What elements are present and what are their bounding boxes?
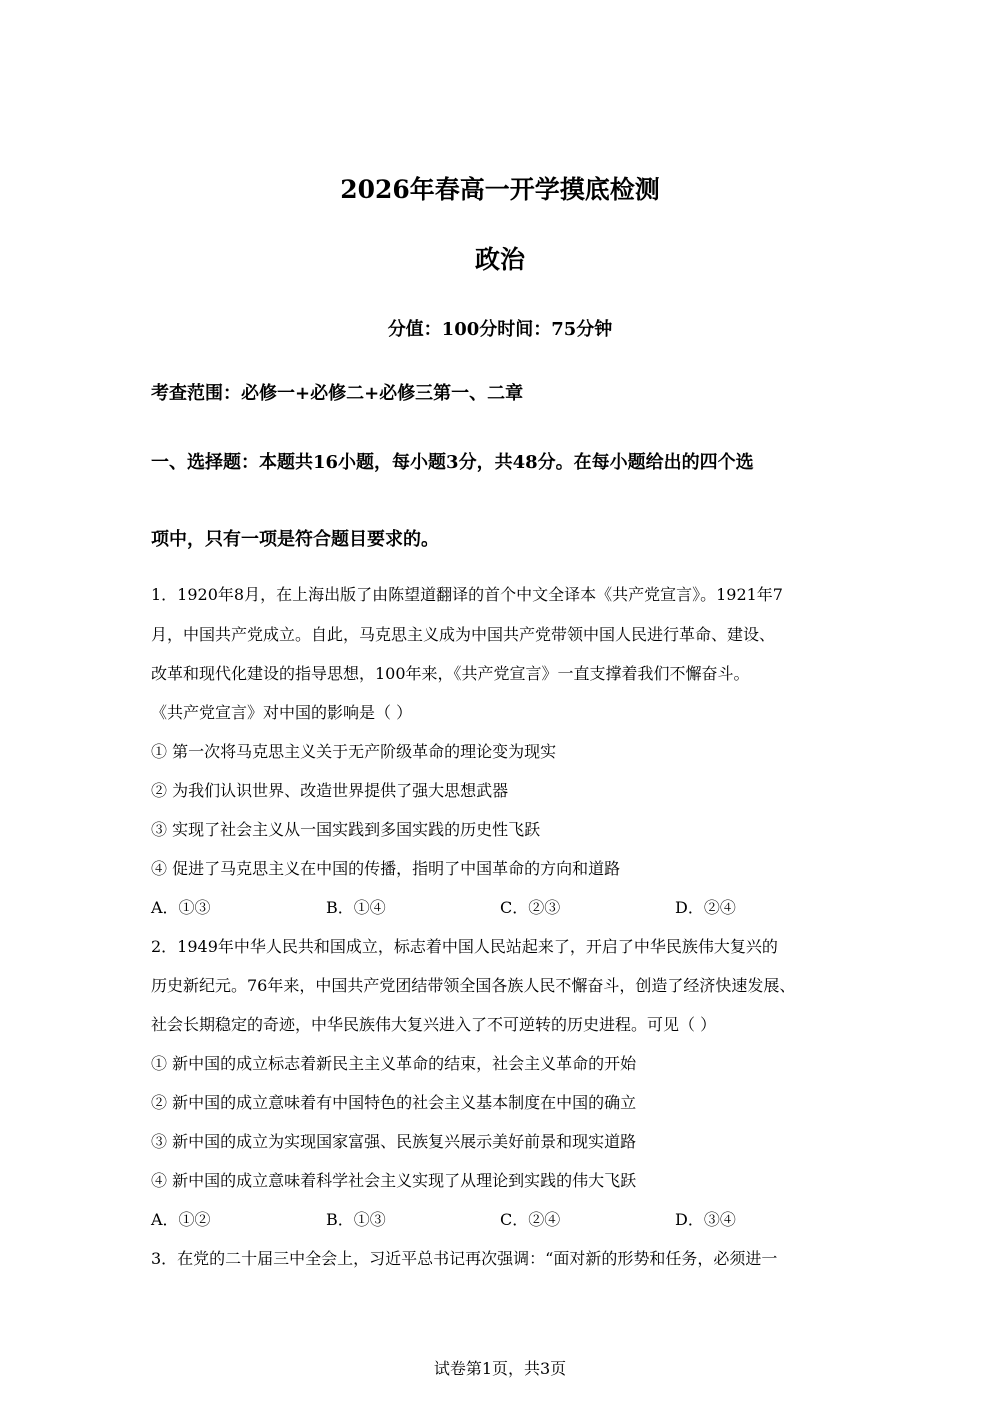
question-stem-line: 历史新纪元。76年来，中国共产党团结带领全国各族人民不懈奋斗，创造了经济快速发展、 xyxy=(151,976,796,995)
statement-1: ① 第一次将马克思主义关于无产阶级革命的理论变为现实 xyxy=(151,742,557,761)
question-stem-line: 社会长期稳定的奇迹，中华民族伟大复兴进入了不可逆转的历史进程。可见（ ） xyxy=(151,1015,717,1034)
option-c: C．②④ xyxy=(500,1210,561,1229)
statement-4: ④ 促进了马克思主义在中国的传播，指明了中国革命的方向和道路 xyxy=(151,859,621,878)
statement-3: ③ 新中国的成立为实现国家富强、民族复兴展示美好前景和现实道路 xyxy=(151,1132,637,1151)
option-a: A．①③ xyxy=(151,898,211,917)
option-d: D．③④ xyxy=(675,1210,736,1229)
question-stem-line: 《共产党宣言》对中国的影响是（ ） xyxy=(151,703,413,722)
statement-2: ② 为我们认识世界、改造世界提供了强大思想武器 xyxy=(151,781,509,800)
exam-scope: 考查范围：必修一+必修二+必修三第一、二章 xyxy=(151,383,524,404)
question-stem-line: 月，中国共产党成立。自此，马克思主义成为中国共产党带领中国人民进行革命、建设、 xyxy=(151,625,776,644)
question-stem-line: 3．在党的二十届三中全会上，习近平总书记再次强调：“面对新的形势和任务，必须进一 xyxy=(151,1249,778,1268)
option-d: D．②④ xyxy=(675,898,736,917)
option-b: B．①④ xyxy=(326,898,386,917)
option-a: A．①② xyxy=(151,1210,211,1229)
option-b: B．①③ xyxy=(326,1210,386,1229)
question-stem-line: 改革和现代化建设的指导思想，100年来，《共产党宣言》一直支撑着我们不懈奋斗。 xyxy=(151,664,750,683)
question-stem-line: 1．1920年8月，在上海出版了由陈望道翻译的首个中文全译本《共产党宣言》。1921年7 xyxy=(151,585,783,604)
section-heading-line-1: 一、选择题：本题共16小题，每小题3分，共48分。在每小题给出的四个选 xyxy=(151,452,754,473)
exam-title: 2026年春高一开学摸底检测 xyxy=(340,175,660,204)
score-time-info: 分值：100分时间：75分钟 xyxy=(387,319,613,340)
page-footer: 试卷第1页，共3页 xyxy=(433,1359,567,1378)
subject-title: 政治 xyxy=(474,245,525,274)
statement-4: ④ 新中国的成立意味着科学社会主义实现了从理论到实践的伟大飞跃 xyxy=(151,1171,637,1190)
statement-1: ① 新中国的成立标志着新民主主义革命的结束，社会主义革命的开始 xyxy=(151,1054,637,1073)
question-stem-line: 2．1949年中华人民共和国成立，标志着中国人民站起来了，开启了中华民族伟大复兴的 xyxy=(151,937,778,956)
option-c: C．②③ xyxy=(500,898,561,917)
section-heading-line-2: 项中，只有一项是符合题目要求的。 xyxy=(151,529,439,550)
statement-2: ② 新中国的成立意味着有中国特色的社会主义基本制度在中国的确立 xyxy=(151,1093,637,1112)
statement-3: ③ 实现了社会主义从一国实践到多国实践的历史性飞跃 xyxy=(151,820,541,839)
